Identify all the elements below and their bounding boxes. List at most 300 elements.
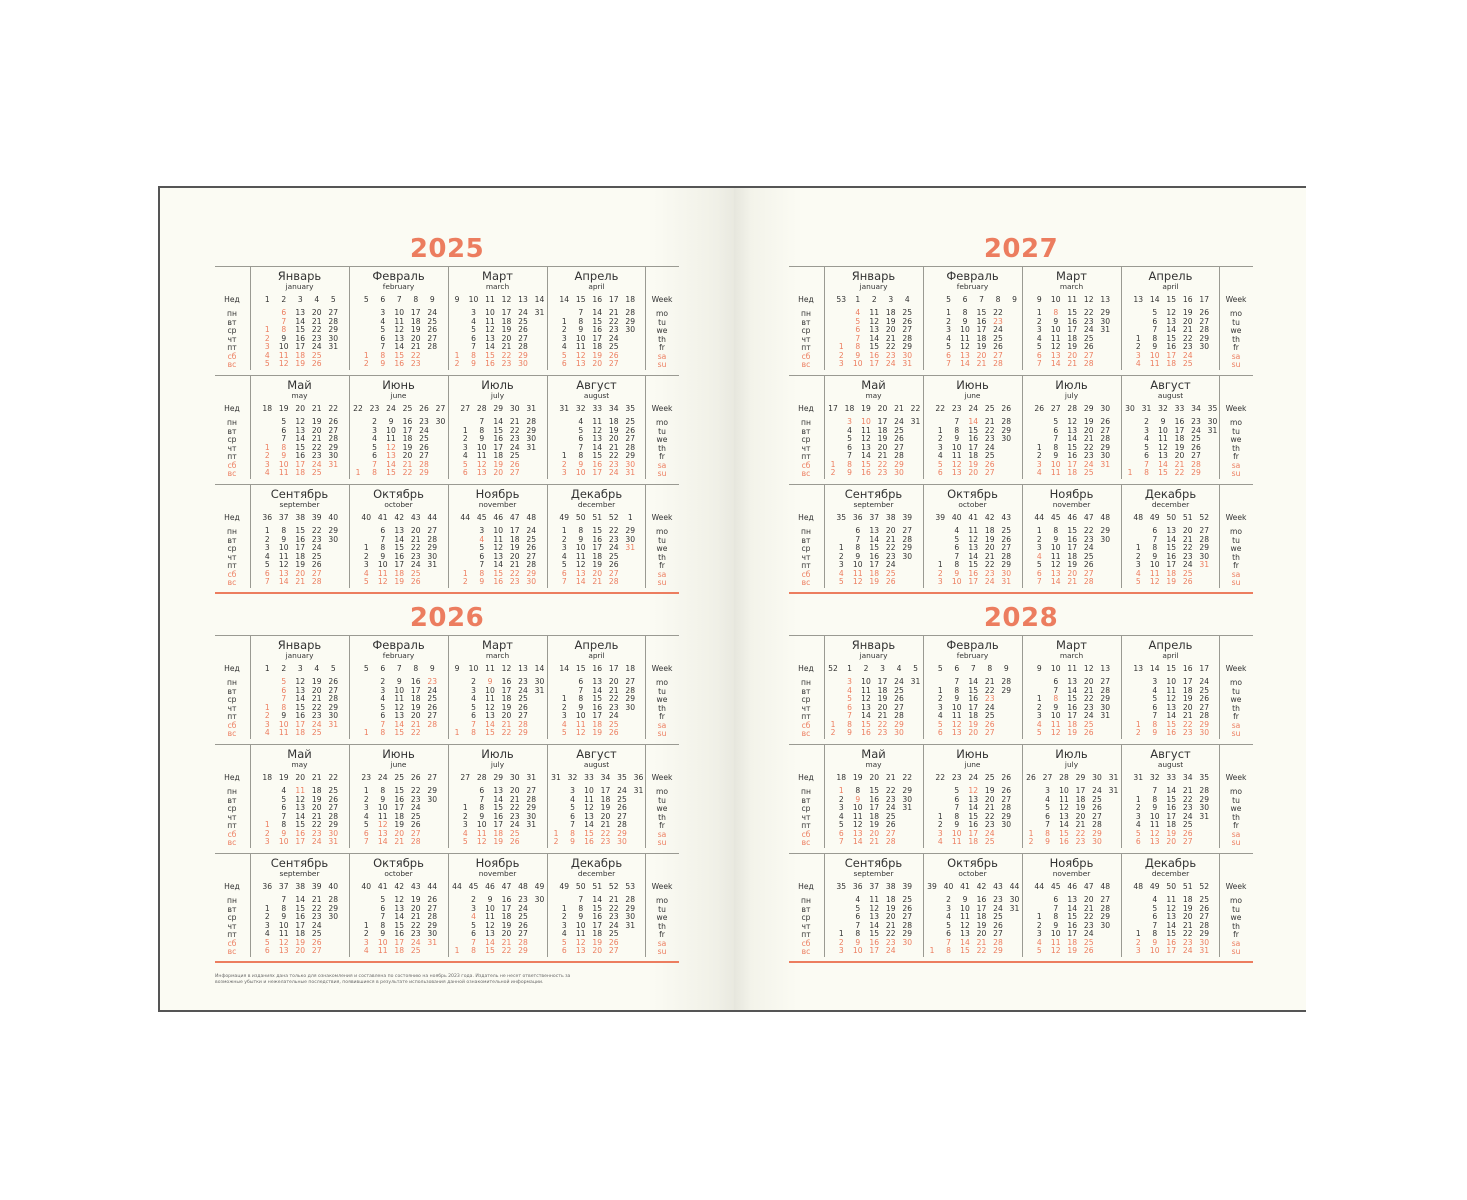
day-cell: 20 bbox=[311, 803, 322, 812]
day-cell: 15 bbox=[869, 786, 880, 795]
weekday-labels-en bbox=[645, 375, 679, 484]
day-cell: 27 bbox=[993, 350, 1003, 360]
day-cell: 16 bbox=[968, 434, 979, 443]
day-cell: 15 bbox=[394, 350, 405, 360]
day-cell: 24 bbox=[1182, 946, 1193, 955]
weekday-label: вс bbox=[801, 469, 811, 478]
month-february bbox=[349, 635, 448, 744]
day-cell: 21 bbox=[608, 895, 619, 904]
day-cell: 16 bbox=[592, 912, 603, 921]
day-cell: 23 bbox=[311, 912, 322, 921]
week-number: 15 bbox=[1166, 664, 1177, 673]
week-number: 9 bbox=[429, 664, 435, 673]
day-cell: 19 bbox=[1166, 577, 1177, 586]
week-number-label: Нед bbox=[798, 513, 814, 522]
day-cell: 6 bbox=[855, 325, 861, 334]
week-number-label: Нед bbox=[224, 773, 240, 782]
day-cell: 6 bbox=[264, 568, 270, 578]
week-label: Week bbox=[1225, 513, 1247, 522]
day-cell: 20 bbox=[1075, 811, 1086, 821]
day-cell: 9 bbox=[479, 434, 485, 443]
weekday-labels-ru bbox=[215, 484, 249, 593]
week-number: 13 bbox=[518, 295, 528, 304]
week-number: 20 bbox=[295, 773, 306, 782]
day-cell: 14 bbox=[295, 694, 306, 703]
day-cell: 24 bbox=[410, 560, 421, 569]
day-cell: 27 bbox=[311, 946, 322, 955]
day-cell: 28 bbox=[1100, 903, 1111, 913]
day-cell: 24 bbox=[518, 903, 528, 913]
day-cell: 5 bbox=[471, 325, 476, 334]
week-number: 29 bbox=[493, 404, 504, 413]
weekday-label: вт bbox=[801, 535, 811, 545]
day-cell: 15 bbox=[869, 929, 880, 938]
day-cell: 8 bbox=[1152, 929, 1158, 938]
day-cell: 9 bbox=[471, 359, 476, 368]
week-number: 37 bbox=[869, 882, 880, 891]
day-cell: 14 bbox=[1166, 325, 1177, 334]
month-name: Август bbox=[1150, 378, 1191, 392]
day-cell: 26 bbox=[518, 702, 528, 712]
day-cell: 7 bbox=[380, 912, 386, 921]
day-cell: 30 bbox=[427, 794, 438, 804]
month-name: Март bbox=[482, 269, 513, 283]
month-name-en: april bbox=[588, 282, 605, 291]
day-cell: 11 bbox=[278, 468, 289, 477]
day-cell: 8 bbox=[578, 694, 584, 703]
day-cell: 22 bbox=[311, 442, 322, 452]
day-cell: 16 bbox=[968, 694, 979, 703]
day-cell: 3 bbox=[479, 526, 485, 535]
week-number: 4 bbox=[314, 664, 320, 673]
week-number: 42 bbox=[984, 513, 995, 522]
week-number: 43 bbox=[993, 882, 1003, 891]
month-name: Июнь bbox=[382, 747, 415, 761]
day-cell: 6 bbox=[380, 526, 386, 535]
day-cell: 7 bbox=[471, 342, 476, 351]
day-cell: 9 bbox=[487, 677, 493, 686]
day-cell: 24 bbox=[608, 920, 619, 930]
week-number: 40 bbox=[951, 513, 962, 522]
weekday-label: пт bbox=[801, 452, 811, 461]
day-cell: 3 bbox=[471, 903, 476, 913]
day-cell: 21 bbox=[311, 434, 322, 443]
day-cell: 8 bbox=[1152, 719, 1158, 729]
day-cell: 17 bbox=[869, 560, 880, 569]
day-cell: 7 bbox=[954, 677, 960, 686]
day-cell: 25 bbox=[608, 551, 619, 561]
day-cell: 8 bbox=[479, 803, 485, 812]
day-cell: 6 bbox=[1144, 451, 1149, 460]
day-cell: 14 bbox=[485, 937, 495, 947]
day-cell: 21 bbox=[509, 794, 520, 804]
day-cell: 31 bbox=[625, 468, 636, 477]
day-cell: 14 bbox=[861, 711, 871, 720]
day-cell: 29 bbox=[993, 946, 1003, 955]
weekday-label: пн bbox=[801, 787, 811, 796]
day-cell: 5 bbox=[1152, 308, 1158, 317]
day-cell: 23 bbox=[608, 912, 619, 921]
day-cell: 13 bbox=[295, 308, 306, 317]
week-number: 38 bbox=[885, 513, 896, 522]
weekday-label-en: sa bbox=[1231, 460, 1241, 470]
day-cell: 2 bbox=[264, 912, 270, 921]
day-cell: 5 bbox=[1135, 577, 1141, 586]
day-cell: 31 bbox=[328, 459, 339, 469]
day-cell: 17 bbox=[600, 786, 611, 795]
month-may bbox=[250, 744, 349, 853]
day-cell: 11 bbox=[485, 912, 495, 921]
day-cell: 25 bbox=[984, 837, 995, 846]
day-cell: 29 bbox=[1001, 560, 1012, 569]
day-cell: 28 bbox=[1001, 551, 1012, 561]
day-cell: 4 bbox=[471, 694, 476, 703]
day-cell: 4 bbox=[561, 551, 567, 561]
day-cell: 6 bbox=[1036, 350, 1042, 360]
day-cell: 9 bbox=[578, 459, 584, 469]
day-cell: 1 bbox=[929, 946, 935, 955]
day-cell: 6 bbox=[380, 903, 386, 913]
day-cell: 28 bbox=[311, 577, 322, 586]
weekday-label-en: we bbox=[656, 435, 668, 444]
day-cell: 1 bbox=[454, 728, 460, 737]
day-cell: 23 bbox=[1182, 728, 1193, 737]
month-january bbox=[250, 266, 349, 375]
weekday-label: пн bbox=[801, 527, 811, 536]
day-cell: 26 bbox=[311, 359, 322, 368]
day-cell: 11 bbox=[394, 316, 405, 326]
day-cell: 30 bbox=[1001, 568, 1012, 578]
day-cell: 11 bbox=[377, 568, 388, 578]
weekday-label: сб bbox=[227, 569, 237, 579]
day-cell: 3 bbox=[838, 803, 844, 812]
day-cell: 11 bbox=[1050, 719, 1061, 729]
day-cell: 29 bbox=[526, 425, 537, 435]
day-cell: 3 bbox=[847, 677, 852, 686]
day-cell: 5 bbox=[838, 820, 844, 829]
week-number: 46 bbox=[493, 513, 504, 522]
weekday-label: пт bbox=[801, 930, 811, 939]
day-cell: 14 bbox=[960, 359, 970, 368]
weekday-label-en: we bbox=[656, 913, 668, 922]
month-name: Декабрь bbox=[570, 856, 623, 870]
day-cell: 18 bbox=[877, 425, 888, 435]
day-cell: 15 bbox=[394, 728, 405, 737]
day-cell: 23 bbox=[984, 434, 995, 443]
day-cell: 5 bbox=[578, 425, 584, 435]
day-cell: 28 bbox=[526, 794, 537, 804]
day-cell: 1 bbox=[363, 728, 369, 737]
month-row bbox=[789, 853, 1253, 962]
day-cell: 16 bbox=[394, 794, 405, 804]
day-cell: 14 bbox=[869, 333, 880, 343]
day-cell: 4 bbox=[281, 786, 287, 795]
month-july bbox=[448, 375, 547, 484]
day-cell: 18 bbox=[1174, 434, 1185, 443]
day-cell: 20 bbox=[1067, 350, 1078, 360]
day-cell: 27 bbox=[1199, 526, 1210, 535]
day-cell: 15 bbox=[1166, 719, 1177, 729]
day-cell: 29 bbox=[419, 468, 429, 477]
day-cell: 29 bbox=[1092, 828, 1102, 838]
day-cell: 28 bbox=[1083, 577, 1094, 586]
day-cell: 29 bbox=[1001, 425, 1012, 435]
day-cell: 18 bbox=[984, 526, 995, 535]
day-cell: 20 bbox=[410, 711, 421, 720]
day-cell: 14 bbox=[1067, 434, 1078, 443]
day-cell: 25 bbox=[902, 895, 913, 904]
day-cell: 19 bbox=[295, 560, 306, 569]
week-number: 25 bbox=[394, 773, 405, 782]
week-number: 18 bbox=[625, 295, 636, 304]
day-cell: 14 bbox=[861, 451, 871, 460]
day-cell: 23 bbox=[311, 451, 322, 460]
weekday-label-en: mo bbox=[655, 309, 669, 318]
week-number: 7 bbox=[396, 295, 402, 304]
day-cell: 12 bbox=[476, 837, 487, 846]
weekday-label-en: mo bbox=[655, 418, 669, 427]
day-cell: 26 bbox=[625, 425, 636, 435]
day-cell: 12 bbox=[951, 719, 962, 729]
day-cell: 27 bbox=[902, 912, 913, 921]
week-number-label: Нед bbox=[224, 882, 240, 891]
week-number: 53 bbox=[625, 882, 636, 891]
day-cell: 10 bbox=[951, 442, 962, 452]
week-number: 14 bbox=[559, 295, 570, 304]
day-cell: 19 bbox=[877, 694, 888, 703]
day-cell: 13 bbox=[861, 702, 871, 712]
month-name: Октябрь bbox=[373, 856, 424, 870]
day-cell: 23 bbox=[1075, 837, 1086, 846]
day-cell: 12 bbox=[575, 350, 586, 360]
day-cell: 22 bbox=[984, 685, 995, 695]
day-cell: 20 bbox=[1182, 912, 1193, 921]
day-cell: 14 bbox=[852, 837, 863, 846]
day-cell: 23 bbox=[427, 677, 438, 686]
day-cell: 15 bbox=[485, 946, 495, 955]
day-cell: 17 bbox=[410, 685, 421, 695]
day-cell: 25 bbox=[902, 308, 913, 317]
week-number: 12 bbox=[1083, 664, 1094, 673]
day-cell: 7 bbox=[264, 577, 270, 586]
week-number: 13 bbox=[1133, 664, 1144, 673]
week-number: 44 bbox=[1034, 513, 1045, 522]
day-cell: 16 bbox=[968, 820, 979, 829]
day-cell: 11 bbox=[869, 308, 880, 317]
month-february bbox=[349, 266, 448, 375]
day-cell: 15 bbox=[869, 342, 880, 351]
day-cell: 28 bbox=[1001, 677, 1012, 686]
day-cell: 1 bbox=[561, 451, 567, 460]
week-number: 47 bbox=[1083, 513, 1094, 522]
day-cell: 19 bbox=[410, 325, 421, 334]
weekday-label: чт bbox=[227, 552, 237, 562]
week-number: 1 bbox=[847, 664, 852, 673]
day-cell: 1 bbox=[454, 946, 460, 955]
day-cell: 2 bbox=[363, 359, 369, 368]
day-cell: 4 bbox=[855, 895, 861, 904]
day-cell: 10 bbox=[476, 442, 487, 452]
day-cell: 10 bbox=[476, 820, 487, 829]
weekday-label: пт bbox=[227, 452, 237, 461]
day-cell: 4 bbox=[363, 946, 369, 955]
day-cell: 9 bbox=[1053, 451, 1059, 460]
day-cell: 9 bbox=[281, 711, 287, 720]
day-cell: 24 bbox=[518, 685, 528, 695]
day-cell: 25 bbox=[419, 434, 429, 443]
day-cell: 27 bbox=[427, 333, 438, 343]
weekday-label: ср bbox=[801, 913, 811, 922]
day-cell: 4 bbox=[1152, 685, 1158, 695]
weekday-label-en: sa bbox=[1231, 720, 1241, 730]
week-label: Week bbox=[651, 404, 673, 413]
month-name: Август bbox=[576, 747, 617, 761]
month-name-en: october bbox=[384, 500, 413, 509]
day-cell: 17 bbox=[493, 442, 504, 452]
day-cell: 28 bbox=[1083, 359, 1094, 368]
day-cell: 30 bbox=[1100, 316, 1111, 326]
day-cell: 13 bbox=[960, 350, 970, 360]
day-cell: 7 bbox=[1045, 820, 1050, 829]
week-number: 9 bbox=[454, 295, 460, 304]
weekday-label: вс bbox=[227, 360, 237, 369]
day-cell: 2 bbox=[363, 794, 369, 804]
day-cell: 20 bbox=[493, 468, 504, 477]
day-cell: 26 bbox=[993, 342, 1003, 351]
day-cell: 14 bbox=[584, 820, 594, 829]
day-cell: 25 bbox=[509, 828, 520, 838]
day-cell: 23 bbox=[984, 694, 995, 703]
day-cell: 22 bbox=[1083, 308, 1094, 317]
day-cell: 7 bbox=[380, 719, 386, 729]
day-cell: 5 bbox=[561, 728, 567, 737]
month-name: Февраль bbox=[372, 638, 425, 652]
week-number: 16 bbox=[592, 664, 603, 673]
day-cell: 17 bbox=[1067, 543, 1078, 552]
week-number: 51 bbox=[1182, 513, 1193, 522]
day-cell: 2 bbox=[937, 820, 943, 829]
day-cell: 2 bbox=[561, 325, 567, 334]
month-name: Ноябрь bbox=[1049, 487, 1094, 501]
day-cell: 8 bbox=[479, 568, 485, 578]
day-cell: 29 bbox=[526, 568, 537, 578]
month-row bbox=[789, 266, 1253, 375]
day-cell: 1 bbox=[264, 702, 270, 712]
day-cell: 3 bbox=[372, 425, 377, 435]
day-cell: 13 bbox=[485, 929, 495, 938]
day-cell: 16 bbox=[394, 929, 405, 938]
day-cell: 1 bbox=[1135, 543, 1141, 552]
day-cell: 11 bbox=[1059, 794, 1069, 804]
day-cell: 6 bbox=[1152, 912, 1158, 921]
day-cell: 6 bbox=[462, 468, 468, 477]
day-cell: 8 bbox=[1053, 912, 1059, 921]
week-number: 38 bbox=[295, 882, 306, 891]
week-number: 30 bbox=[1125, 404, 1135, 413]
day-cell: 4 bbox=[264, 929, 270, 938]
day-cell: 2 bbox=[830, 468, 836, 477]
day-cell: 15 bbox=[968, 685, 979, 695]
day-cell: 4 bbox=[1152, 895, 1158, 904]
month-march bbox=[448, 635, 547, 744]
day-cell: 28 bbox=[1199, 920, 1210, 930]
day-cell: 26 bbox=[1083, 342, 1094, 351]
weekday-label-en: fr bbox=[1233, 821, 1239, 830]
day-cell: 21 bbox=[1067, 359, 1078, 368]
month-june bbox=[349, 744, 448, 853]
day-cell: 30 bbox=[435, 417, 446, 426]
day-cell: 24 bbox=[885, 560, 896, 569]
day-cell: 21 bbox=[501, 719, 512, 729]
weekday-label-en: sa bbox=[657, 720, 667, 730]
week-number: 10 bbox=[468, 295, 479, 304]
day-cell: 17 bbox=[1067, 711, 1078, 720]
weekday-label-en: th bbox=[658, 921, 666, 931]
day-cell: 1 bbox=[937, 560, 943, 569]
day-cell: 26 bbox=[1083, 946, 1094, 955]
day-cell: 29 bbox=[328, 442, 339, 452]
day-cell: 2 bbox=[561, 459, 567, 469]
day-cell: 8 bbox=[281, 442, 287, 452]
week-number: 22 bbox=[935, 773, 946, 782]
week-number: 39 bbox=[927, 882, 937, 891]
day-cell: 2 bbox=[946, 316, 951, 326]
week-number: 6 bbox=[954, 664, 960, 673]
week-number-label: Нед bbox=[224, 664, 240, 673]
day-cell: 15 bbox=[976, 308, 987, 317]
day-cell: 4 bbox=[1036, 333, 1042, 343]
weekday-label-en: th bbox=[1232, 334, 1240, 344]
day-cell: 22 bbox=[311, 526, 322, 535]
day-cell: 19 bbox=[984, 534, 995, 544]
month-november bbox=[1022, 484, 1121, 593]
day-cell: 27 bbox=[427, 711, 438, 720]
day-cell: 26 bbox=[1092, 803, 1102, 812]
day-cell: 12 bbox=[575, 937, 586, 947]
month-august bbox=[547, 375, 646, 484]
day-cell: 17 bbox=[869, 359, 880, 368]
week-number: 14 bbox=[559, 664, 570, 673]
day-cell: 2 bbox=[838, 350, 844, 360]
day-cell: 2 bbox=[561, 534, 567, 544]
day-cell: 13 bbox=[295, 425, 306, 435]
day-cell: 16 bbox=[295, 333, 306, 343]
day-cell: 24 bbox=[1083, 929, 1094, 938]
day-cell: 6 bbox=[372, 451, 377, 460]
day-cell: 23 bbox=[1182, 551, 1193, 561]
day-cell: 26 bbox=[1182, 828, 1193, 838]
month-name-en: november bbox=[1052, 869, 1091, 878]
day-cell: 11 bbox=[575, 719, 586, 729]
day-cell: 14 bbox=[394, 342, 405, 351]
weekday-label-en: mo bbox=[655, 678, 669, 687]
day-cell: 25 bbox=[1001, 526, 1012, 535]
day-cell: 1 bbox=[462, 568, 468, 578]
day-cell: 28 bbox=[518, 719, 528, 729]
weekday-labels-en bbox=[1219, 375, 1253, 484]
week-number: 8 bbox=[995, 295, 1001, 304]
day-cell: 3 bbox=[264, 920, 270, 930]
day-cell: 11 bbox=[1166, 895, 1177, 904]
day-cell: 17 bbox=[976, 325, 987, 334]
day-cell: 21 bbox=[394, 837, 405, 846]
day-cell: 3 bbox=[471, 685, 476, 695]
day-cell: 23 bbox=[993, 895, 1003, 904]
day-cell: 22 bbox=[410, 786, 421, 795]
day-cell: 30 bbox=[1207, 417, 1218, 426]
day-cell: 27 bbox=[1199, 912, 1210, 921]
month-august bbox=[547, 744, 646, 853]
